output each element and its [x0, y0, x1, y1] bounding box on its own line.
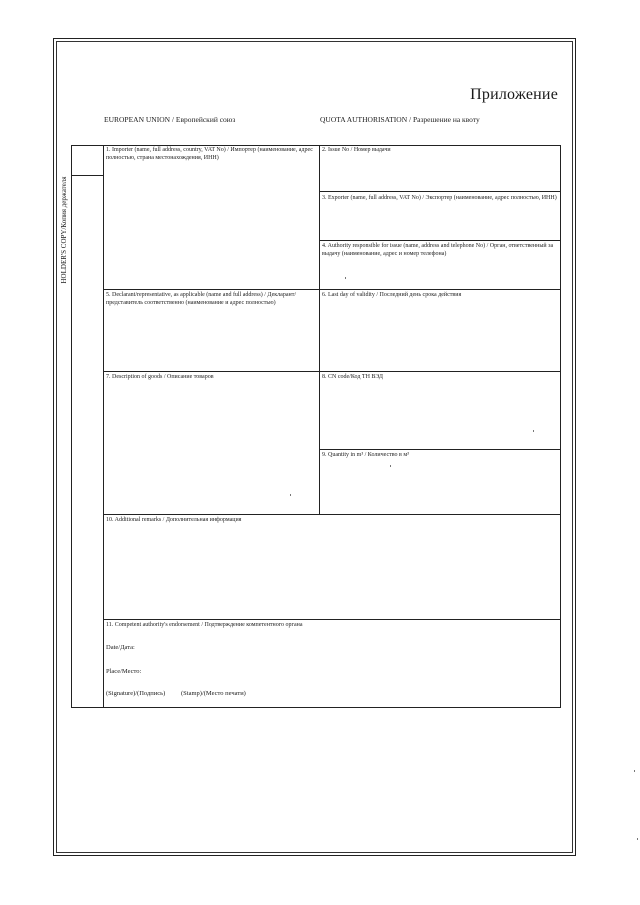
endorsement-place[interactable]: Place/Место:: [106, 668, 142, 675]
scan-speck: [290, 494, 291, 496]
scan-speck: [345, 277, 346, 279]
page-title: Приложение: [470, 86, 558, 103]
field-declarant[interactable]: 5. Declarant/representative, as applicable (name and full address) / Декларант/представитель соответственно (наименование и адрес полностью): [106, 292, 296, 306]
field-issue-no[interactable]: 2. Issue No / Номер выдачи: [322, 147, 391, 153]
field-validity[interactable]: 6. Last day of validity / Последний день срока действия: [322, 292, 462, 298]
endorsement-signature[interactable]: (Signature)/(Подпись): [106, 690, 166, 697]
field-importer[interactable]: 1. Importer (name, full address, country, VAT No) / Импортер (наименование, адрес полностью, страна местонахождения, ИНН): [106, 147, 313, 161]
side-strip: [71, 145, 104, 708]
scan-speck: [533, 430, 534, 432]
scan-speck: [634, 770, 635, 772]
field-description[interactable]: 7. Description of goods / Описание товаров: [106, 374, 214, 380]
side-strip-divider: [71, 175, 104, 176]
endorsement-date[interactable]: Date/Дата:: [106, 644, 135, 651]
side-label: HOLDER'S COPY/Копия держателя: [60, 176, 68, 284]
scan-speck: [637, 838, 638, 840]
endorsement-stamp[interactable]: (Stamp)/(Место печати): [181, 690, 246, 697]
grid-hline-3: [319, 191, 561, 192]
header-quota: QUOTA AUTHORISATION / Разрешение на квоту: [320, 115, 480, 124]
field-quantity[interactable]: 9. Quantity in m³ / Количество в м³: [322, 452, 409, 458]
scan-speck: [390, 465, 391, 467]
header-union: EUROPEAN UNION / Европейский союз: [104, 115, 236, 124]
field-authority[interactable]: 4. Authority responsible for issue (name, address and telephone No) / Орган, ответственный за выдачу (наименование, адрес и номер телефона): [322, 243, 554, 257]
field-exporter[interactable]: 3. Exporter (name, full address, VAT No) / Экспортер (наименование, адрес полностью, ИНН): [322, 195, 557, 201]
field-remarks[interactable]: 10. Additional remarks / Дополнительная информация: [106, 517, 242, 523]
field-endorsement[interactable]: 11. Competent authority's endorsement / Подтверждение компетентного органа: [106, 622, 303, 628]
field-cn-code[interactable]: 8. CN code/Код ТН ВЭД: [322, 374, 383, 380]
